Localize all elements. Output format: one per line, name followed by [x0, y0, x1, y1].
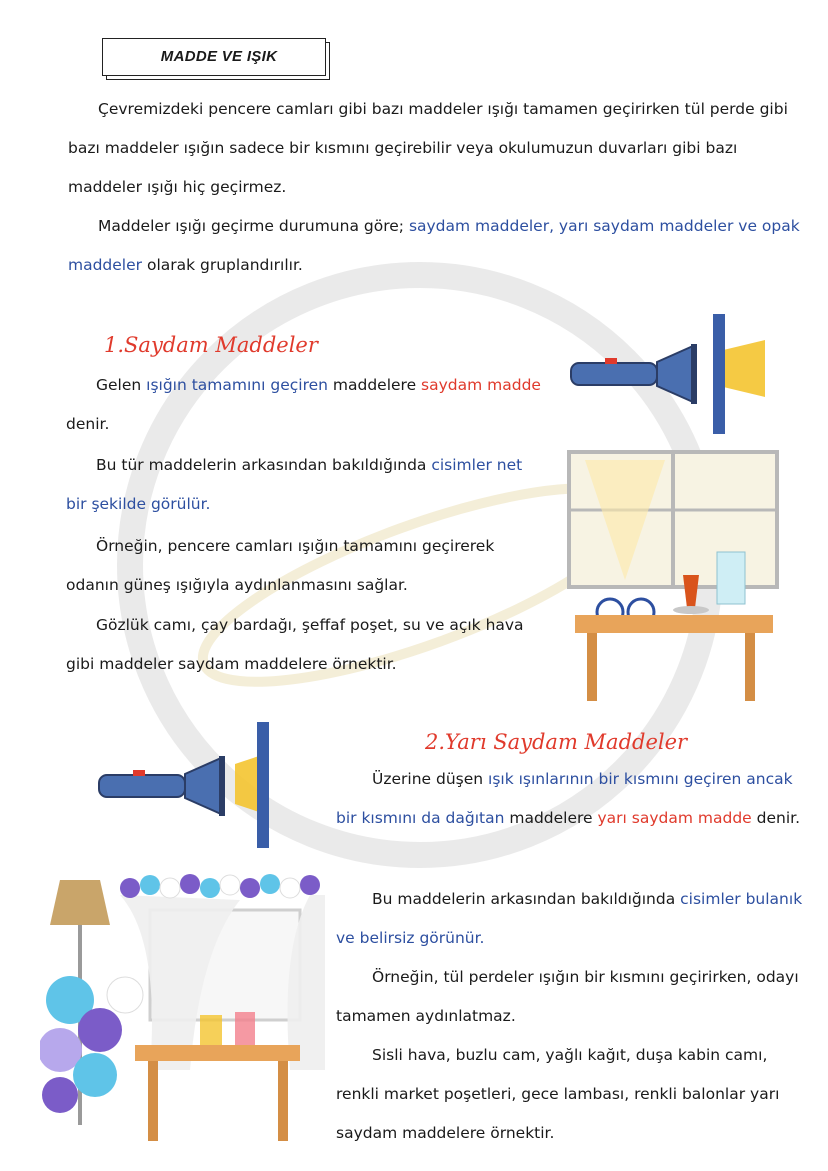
title-box [102, 38, 328, 78]
curtain-balloons-illustration [40, 870, 325, 1145]
intro-paragraph: Çevremizdeki pencere camları gibi bazı maddeler ışığı tamamen geçirirken tül perde gibi bazı maddeler ışığın sadece bir kısmını geçirebilir veya okulumuzun duvarları gibi bazı maddeler ışığı hiç geçirmez. [68, 100, 788, 196]
window-table-illustration [565, 450, 780, 705]
section1-examples-list: Gözlük camı, çay bardağı, şeffaf poşet, su ve açık hava gibi maddeler saydam maddelere örnektir. [66, 616, 524, 673]
grouping-highlight: saydam maddeler, yarı saydam maddeler ve opak maddeler [68, 217, 800, 274]
section2-example: Örneğin, tül perdeler ışığın bir kısmını geçirirken, odayı tamamen aydınlatmaz. [336, 968, 799, 1025]
section1-definition: Gelen ışığın tamamını geçiren maddelere saydam madde denir. [66, 376, 541, 433]
section2-heading: 2.Yarı Saydam Maddeler [425, 730, 688, 754]
section1-view: Bu tür maddelerin arkasından bakıldığında cisimler net bir şekilde görülür. [66, 456, 523, 513]
section2-view: Bu maddelerin arkasından bakıldığında cisimler bulanık ve belirsiz görünür. [336, 890, 803, 947]
section2-examples-list: Sisli hava, buzlu cam, yağlı kağıt, duşa kabin camı, renkli market poşetleri, gece lambası, renkli balonlar yarı saydam maddelere örnektir. [336, 1046, 780, 1142]
intro-grouping-paragraph: Maddeler ışığı geçirme durumuna göre; saydam maddeler, yarı saydam maddeler ve opak maddeler olarak gruplandırılır. [68, 217, 800, 274]
flashlight-transparent-illustration [565, 312, 765, 437]
section1-heading: 1.Saydam Maddeler [104, 333, 318, 357]
section1-example: Örneğin, pencere camları ışığın tamamını geçirerek odanın güneş ışığıyla aydınlanmasını sağlar. [66, 537, 495, 594]
page-title: MADDE VE IŞIK [160, 48, 278, 65]
section2-definition: Üzerine düşen ışık ışınlarının bir kısmını geçiren ancak bir kısmını da dağıtan maddelere yarı saydam madde denir. [336, 770, 801, 827]
flashlight-translucent-illustration [95, 720, 280, 850]
